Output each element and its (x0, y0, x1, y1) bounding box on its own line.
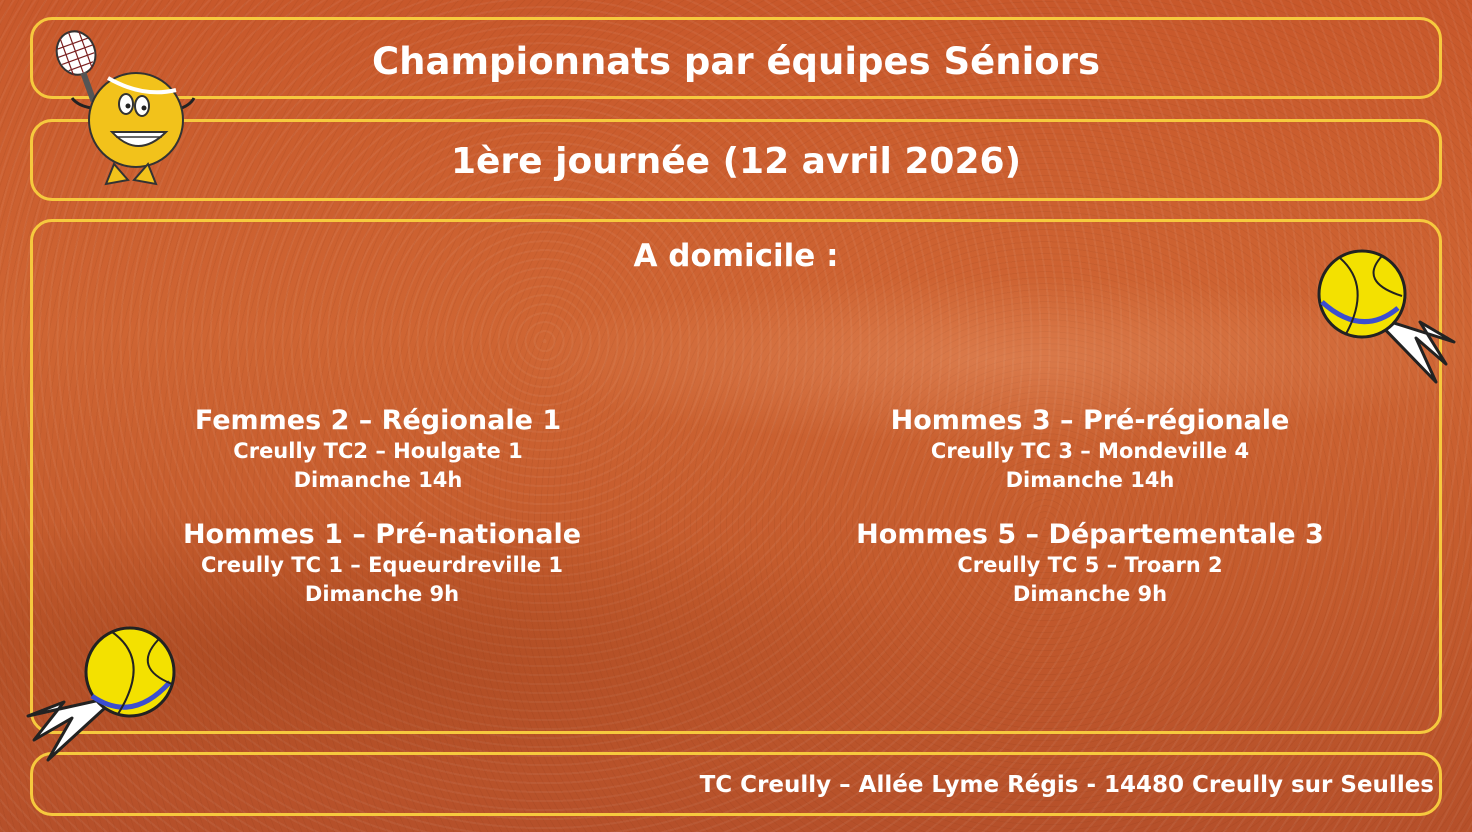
match-time: Dimanche 14h (293, 468, 463, 492)
match-category: Hommes 3 – Pré-régionale (890, 405, 1290, 436)
mascot-ball-icon (48, 28, 198, 190)
match-card (132, 519, 632, 609)
section-heading: A domicile : (633, 238, 839, 274)
match-teams: Creully TC 5 – Troarn 2 (957, 553, 1223, 577)
match-time: Dimanche 9h (1012, 582, 1168, 606)
match-card (840, 519, 1340, 609)
match-time: Dimanche 14h (1005, 468, 1175, 492)
page-title: Championnats par équipes Séniors (372, 40, 1100, 83)
match-teams: Creully TC2 – Houlgate 1 (233, 439, 523, 463)
footer-address: TC Creully – Allée Lyme Régis - 14480 Creully sur Seulles (699, 772, 1434, 798)
match-category: Femmes 2 – Régionale 1 (194, 405, 562, 436)
match-time: Dimanche 9h (304, 582, 460, 606)
match-teams: Creully TC 1 – Equeurdreville 1 (200, 553, 564, 577)
tennis-ball-icon (22, 624, 182, 764)
match-card (840, 405, 1340, 495)
tennis-ball-icon (1312, 246, 1462, 386)
match-teams: Creully TC 3 – Mondeville 4 (930, 439, 1250, 463)
match-card (128, 405, 628, 495)
match-category: Hommes 1 – Pré-nationale (182, 519, 582, 550)
match-category: Hommes 5 – Départementale 3 (856, 519, 1324, 550)
page-subtitle: 1ère journée (12 avril 2026) (450, 141, 1022, 182)
